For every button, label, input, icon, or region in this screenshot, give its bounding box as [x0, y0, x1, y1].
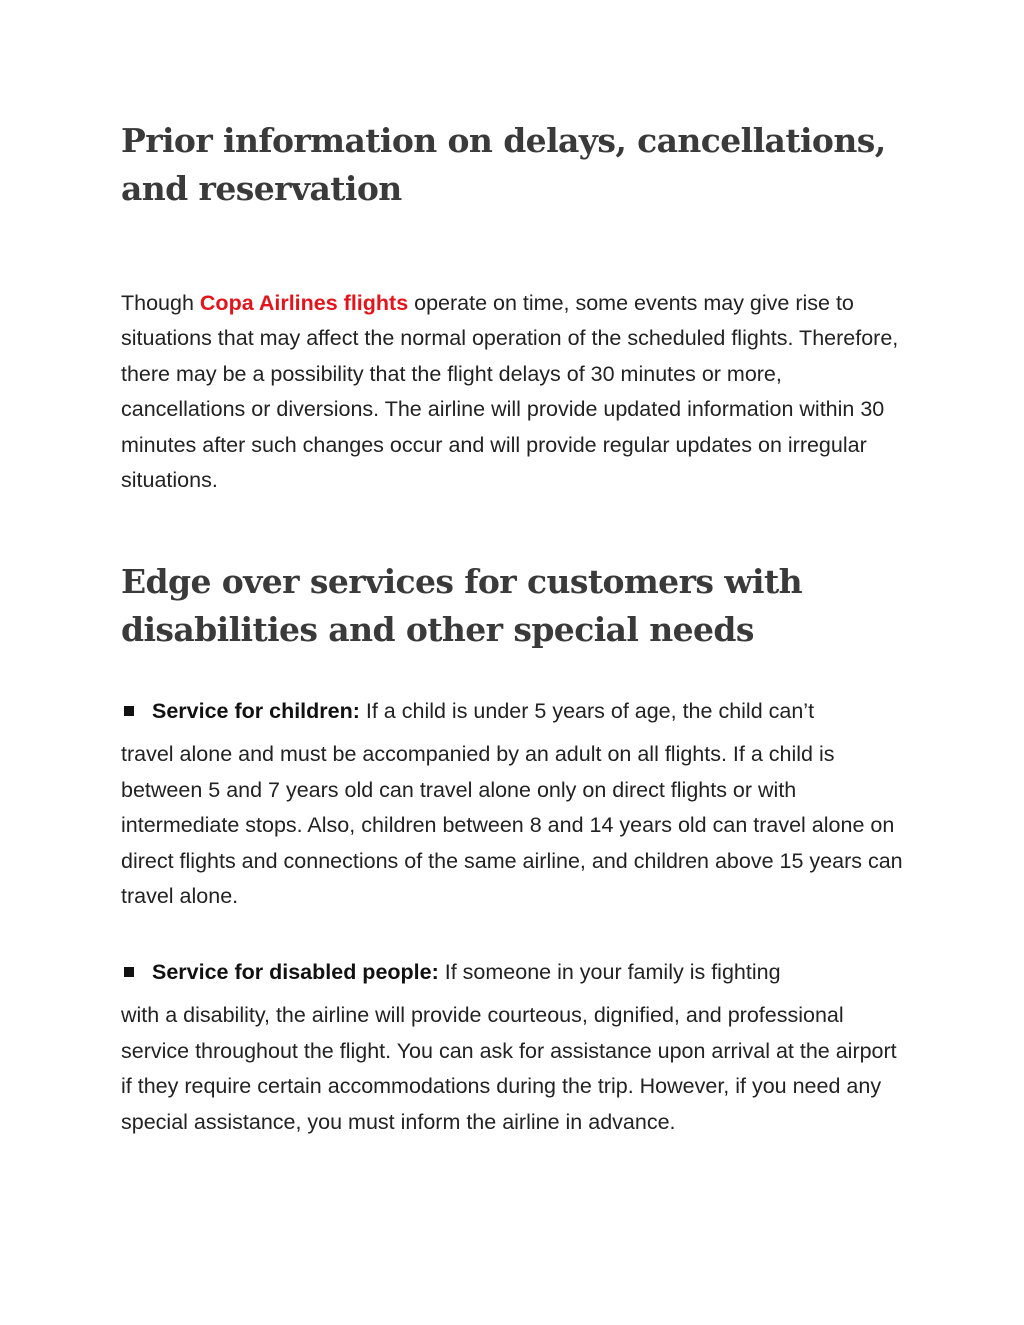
paragraph-intro-text: Though: [121, 291, 200, 315]
square-bullet-icon: [124, 967, 134, 977]
bullet-term: Service for children:: [152, 699, 360, 723]
copa-airlines-flights-link[interactable]: Copa Airlines flights: [199, 291, 409, 315]
bullet-first-line: [121, 694, 911, 729]
bullet-body-text: with a disability, the airline will provide courteous, dignified, and professional service throughout the flight. You can ask for assistance upon arrival at the airport if they require certain accommodations during the trip. However, if you need any special assistance, you must inform the airline in advance.: [121, 1003, 897, 1134]
section-heading-delays: Prior information on delays, cancellations, and reservation: [121, 121, 886, 208]
square-bullet-icon: [124, 706, 134, 716]
bullet-first-line: [121, 955, 911, 990]
bullet-item-disabled: [121, 955, 911, 1140]
bullet-body-text: travel alone and must be accompanied by an adult on all flights. If a child is between 5 and 7 years old can travel alone only on direct flights or with intermediate stops. Also, children between 8 and 14 years old can travel alone on direct flights and connections of the same airline, and children above 15 years can travel alone.: [121, 742, 903, 909]
bullet-first-line-text: If someone in your family is fighting: [438, 960, 781, 984]
bullet-term: Service for disabled people:: [152, 960, 439, 984]
delays-paragraph: [121, 286, 911, 498]
section-heading-special-needs: Edge over services for customers with disabilities and other special needs: [121, 562, 803, 649]
bullet-item-children: [121, 694, 911, 914]
bullet-first-line-text: If a child is under 5 years of age, the child can’t: [359, 699, 815, 723]
paragraph-body-text: operate on time, some events may give rise to situations that may affect the normal operation of the scheduled flights. Therefore, there may be a possibility that the flight delays of 30 minutes or more, cancellations or diversions. The airline will provide updated information within 30 minutes after such changes occur and will provide regular updates on irregular situations.: [121, 291, 899, 493]
